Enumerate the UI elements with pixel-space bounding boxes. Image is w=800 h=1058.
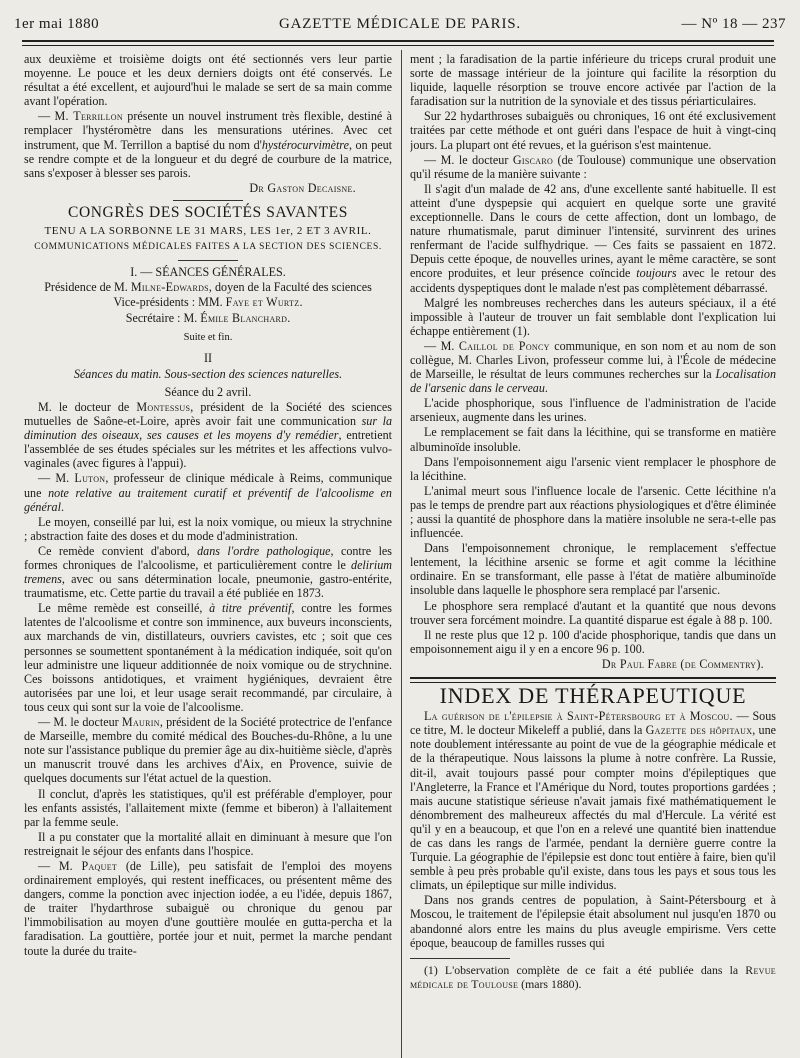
paragraph: Il conclut, d'après les statistiques, qu'il est préférable d'employer, pour les enfants assistés, l'allaitement mixte (femme et biberon) à l'allaitement par la femme seule. [24,786,392,829]
paragraph: Le remplacement se fait dans la lécithine, qui se transforme en matière albuminoïde insoluble. [410,425,776,454]
footnote: (1) L'observation complète de ce fait a été publiée dans la Revue médicale de Toulouse (mars 1880). [410,962,776,991]
paragraph: Il ne reste plus que 12 p. 100 d'acide phosphorique, tandis que dans un empoisonnement aigu il y en a encore 96 p. 100. [410,627,776,656]
paragraph: Il s'agit d'un malade de 42 ans, d'une excellente santé habituelle. Il est atteint d'une dyspepsie qui acquiert en quelque sorte une gravité exceptionnelle. Dans le cours de cette affection, dont un lombago, de nature rhumatismale, parut diminuer l'intensité, survinrent des urines renfermant de l'acide sulfhydrique. — Ces faits se passaient en 1872. Depuis cette époque, de nouvelles urines, ayant le même caractère, se sont encore produites, et leur présence coïncide toujours avec le retour des accidents dyspeptiques dont le malade n'est pas complètement débarrassé. [410,181,776,295]
signature: Dr Gaston Decaisne. [249,180,356,195]
presidency-line: Présidence de M. Milne-Edwards, doyen de la Faculté des sciences [44,280,372,295]
paragraph: Ce remède convient d'abord, dans l'ordre pathologique, contre les formes chroniques de l'alcoolisme, et particulièrement contre le delirium tremens, avec ou sans détermination locale, pneumonie, gastro-entérite, traumatisme, etc. Cette partie du travail a été publiée en 1873. [24,543,392,601]
paragraph-luton: — M. Luton, professeur de clinique médicale à Reims, communique une note relative au traitement curatif et préventif de l'alcoolisme en général. [24,471,392,514]
author-name: M. Terrillon [54,109,123,124]
page-header [14,10,786,38]
paragraph: Dans l'empoisonnement chronique, le remplacement s'effectue lentement, la lécithine arsenic se forme et agit comme la lécithine ordinaire. En se transformant, elle passe à l'état de matière albuminoïde insoluble dans laquelle le phosphore sera remplacé par l'arsenic. [410,541,776,598]
paragraph: L'acide phosphorique, sous l'influence de l'administration de l'acide arsenieux, augmente dans les urines. [410,396,776,425]
paragraph-paquet: — M. Paquet (de Lille), peu satisfait de l'emploi des moyens ordinairement employés, qui restent inefficaces, ou présentent même des dangers, comme la ponction avec injection iodée, a eu l'idée, depuis 1867, de traiter l'hydarthrose subaiguë ou chronique du genou par l'immobilisation au moyen d'une gouttière moulée en gutta-percha et la faradisation. La gouttière, portée jour et nuit, permet la marche pendant toute la durée du traite- [24,858,392,958]
suite-note: Suite et fin. [183,331,233,343]
journal-title: GAZETTE MÉDICALE DE PARIS. [279,15,521,32]
paragraph-terrillon: — M. Terrillon présente un nouvel instrument très flexible, destiné à remplacer l'hystéromètre dans les mensurations utérines. Avec cet instrument, que M. Terrillon a baptisé du nom d'hystérocurvimètre, on peut se rendre compte et de la longueur et du degré de courbure de la matrice, sans s'exposer à blesser ses parois. [24,109,392,180]
right-column [410,52,776,1058]
session-date: Séance du 2 avril. [164,384,252,399]
session-heading: Séances du matin. Sous-section des sciences naturelles. [73,366,343,381]
subsection-heading: I. — SÉANCES GÉNÉRALES. [130,265,286,280]
paragraph: Le moyen, conseillé par lui, est la noix vomique, ou mieux la strychnine ; abstraction faite des doses et du mode d'administration. [24,514,392,543]
left-column [24,52,392,1058]
paragraph-montessus: M. le docteur de Montessus, président de la Société des sciences mutuelles de Saône-et-Loire, après avoir fait une communication sur la diminution des oiseaux, ses causes et les moyens d'y remédier, entretient l'assemblée de ses études spéciales sur les métrites et les affections vulvo-vaginales (avec figures à l'appui). [24,399,392,471]
section-subtitle: TENU A LA SORBONNE LE 31 MARS, LES 1er, 2 ET 3 AVRIL. [44,225,372,238]
signature: Dr Paul Fabre (de Commentry). [601,656,764,671]
section-title: CONGRÈS DES SOCIÉTÉS SAVANTES [68,203,348,221]
footnote-rule [410,958,510,959]
vice-presidents-line: Vice-présidents : MM. Faye et Wurtz. [113,295,303,310]
header-issue-page: — Nº 18 — 237 [681,15,786,32]
paragraph: Dans nos grands centres de population, à Saint-Pétersbourg et à Moscou, le traitement de l'épilepsie était absolument nul jusqu'en 1870 ou abandonné alors entre les mains du plus aveugle empirisme. Vers cette époque, beaucoup de familles russes qui [410,893,776,950]
paragraph: Sur 22 hydarthroses subaiguës ou chroniques, 16 ont été exclusivement traitées par cette méthode et ont guéri dans l'espace de huit à vingt-cinq jours. La plupart ont été revues, et la guérison s'est maintenue. [410,109,776,152]
paragraph: L'animal meurt sous l'influence locale de l'arsenic. Cette lécithine n'a pas le temps de prendre part aux réactions physiologiques et d'être éliminée ; aussi la quantité de phosphore dans la matière insoluble ne sera-t-elle pas influencée. [410,483,776,541]
section-rule [173,200,243,201]
paragraph: aux deuxième et troisième doigts ont été sectionnés vers leur partie moyenne. Le pouce et les deux derniers doigts ont été conservés. Le résultat a été excellent, et aujourd'hui le malade se sert de sa main comme avant l'opération. [24,52,392,109]
paragraph: Il a pu constater que la mortalité allait en diminuant à mesure que l'on restreignait le séjour des enfants dans l'hospice. [24,829,392,858]
paragraph-maurin: — M. le docteur Maurin, président de la Société protectrice de l'enfance de Marseille, membre du comité médical des Bouches-du-Rhône, a lu une note sur l'assistance publique du premier âge au dix-huitième siècle, d'après un manuscrit trouvé dans les archives d'Aix, en Provence, suivie de quelques documents sur l'état actuel de la question. [24,715,392,786]
header-date: 1er mai 1880 [14,15,100,32]
paragraph: Le phosphore sera remplacé d'autant et la quantité que nous devons trouver sera forcément moindre. La quantité disparue est égale à 88 p. 100. [410,598,776,627]
paragraph: Le même remède est conseillé, à titre préventif, contre les formes latentes de l'alcoolisme et contre son imminence, aux buveurs inconscients, aux marchands de vin, distillateurs, ouvriers cavistes, etc ; soit que ces personnes se soumettent spontanément à la médication indiquée, soit qu'on leur administre une liqueur additionnée de noix vomique ou de strychnine. Ces boissons antidotiques, et vraiment hygiéniques, devraient être autorisées par une loi, et leur usage serait recommandé, par circulaire, à tous ceux qui sont sur la voie de l'alcoolisme. [24,601,392,714]
paragraph-epilepsie: La guérison de l'épilepsie à Saint-Pétersbourg et à Moscou. — Sous ce titre, M. le docteur Mikeleff a publié, dans la Gazette des hôpitaux, une note doublement intéressante au point de vue de la géographie médicale et de la thérapeutique. Nous laissons la plume à notre confrère. La Russie, dit-il, avait toujours passé pour compter moins d'épileptiques que l'Angleterre, la France et l'Amérique du Nord, toutes proportions gardées ; mais aucune statistique sérieuse n'avait jamais fixé mathématiquement le dénombrement des malheureux affectés du mal d'Hercule. La vérité est qu'il y en a beaucoup, et que l'on en a relevé une quantité bien inattendue de cas dans les rangs de l'armée, pendant la dernière guerre contre la Turquie. La géographie de l'épilepsie est donc tout entière à faire, bien qu'il semble à peu près probable qu'il existe, dans tous les pays et sous tous les climats, un épileptique sur mille individus. [410,709,776,893]
column-divider [401,50,402,1058]
divider [178,260,238,261]
secretary-line: Secrétaire : M. Émile Blanchard. [125,310,291,325]
paragraph: ment ; la faradisation de la partie inférieure du triceps crural produit une sorte de massage intérieur de la jointure qui facilite la résorption du liquide, laquelle résorption se trouve encore activée par l'action de la faradisation sur la nutrition de la synoviale et des tissus périarticulaires. [410,52,776,109]
roman-numeral: II [203,350,213,365]
paragraph: Dans l'empoisonnement aigu l'arsenic vient remplacer le phosphore de la lécithine. [410,454,776,483]
paragraph-giscaro: — M. le docteur Giscaro (de Toulouse) communique une observation qu'il résume de la manière suivante : [410,152,776,181]
section-title: INDEX DE THÉRAPEUTIQUE [439,683,747,709]
paragraph-caillol: — M. Caillol de Poncy communique, en son nom et au nom de son collègue, M. Charles Livon, professeur comme lui, à l'École de médecine de Marseille, le résultat de leurs communes recherches sur la Localisation de l'arsenic dans le cerveau. [410,338,776,396]
header-rule [22,40,774,46]
paragraph: Malgré les nombreuses recherches dans les auteurs spéciaux, il a été impossible à l'auteur de trouver un fait semblable dont l'explication lui échappe entièrement (1). [410,295,776,338]
section-subtitle-2: COMMUNICATIONS MÉDICALES FAITES A LA SECTION DES SCIENCES. [34,242,382,253]
